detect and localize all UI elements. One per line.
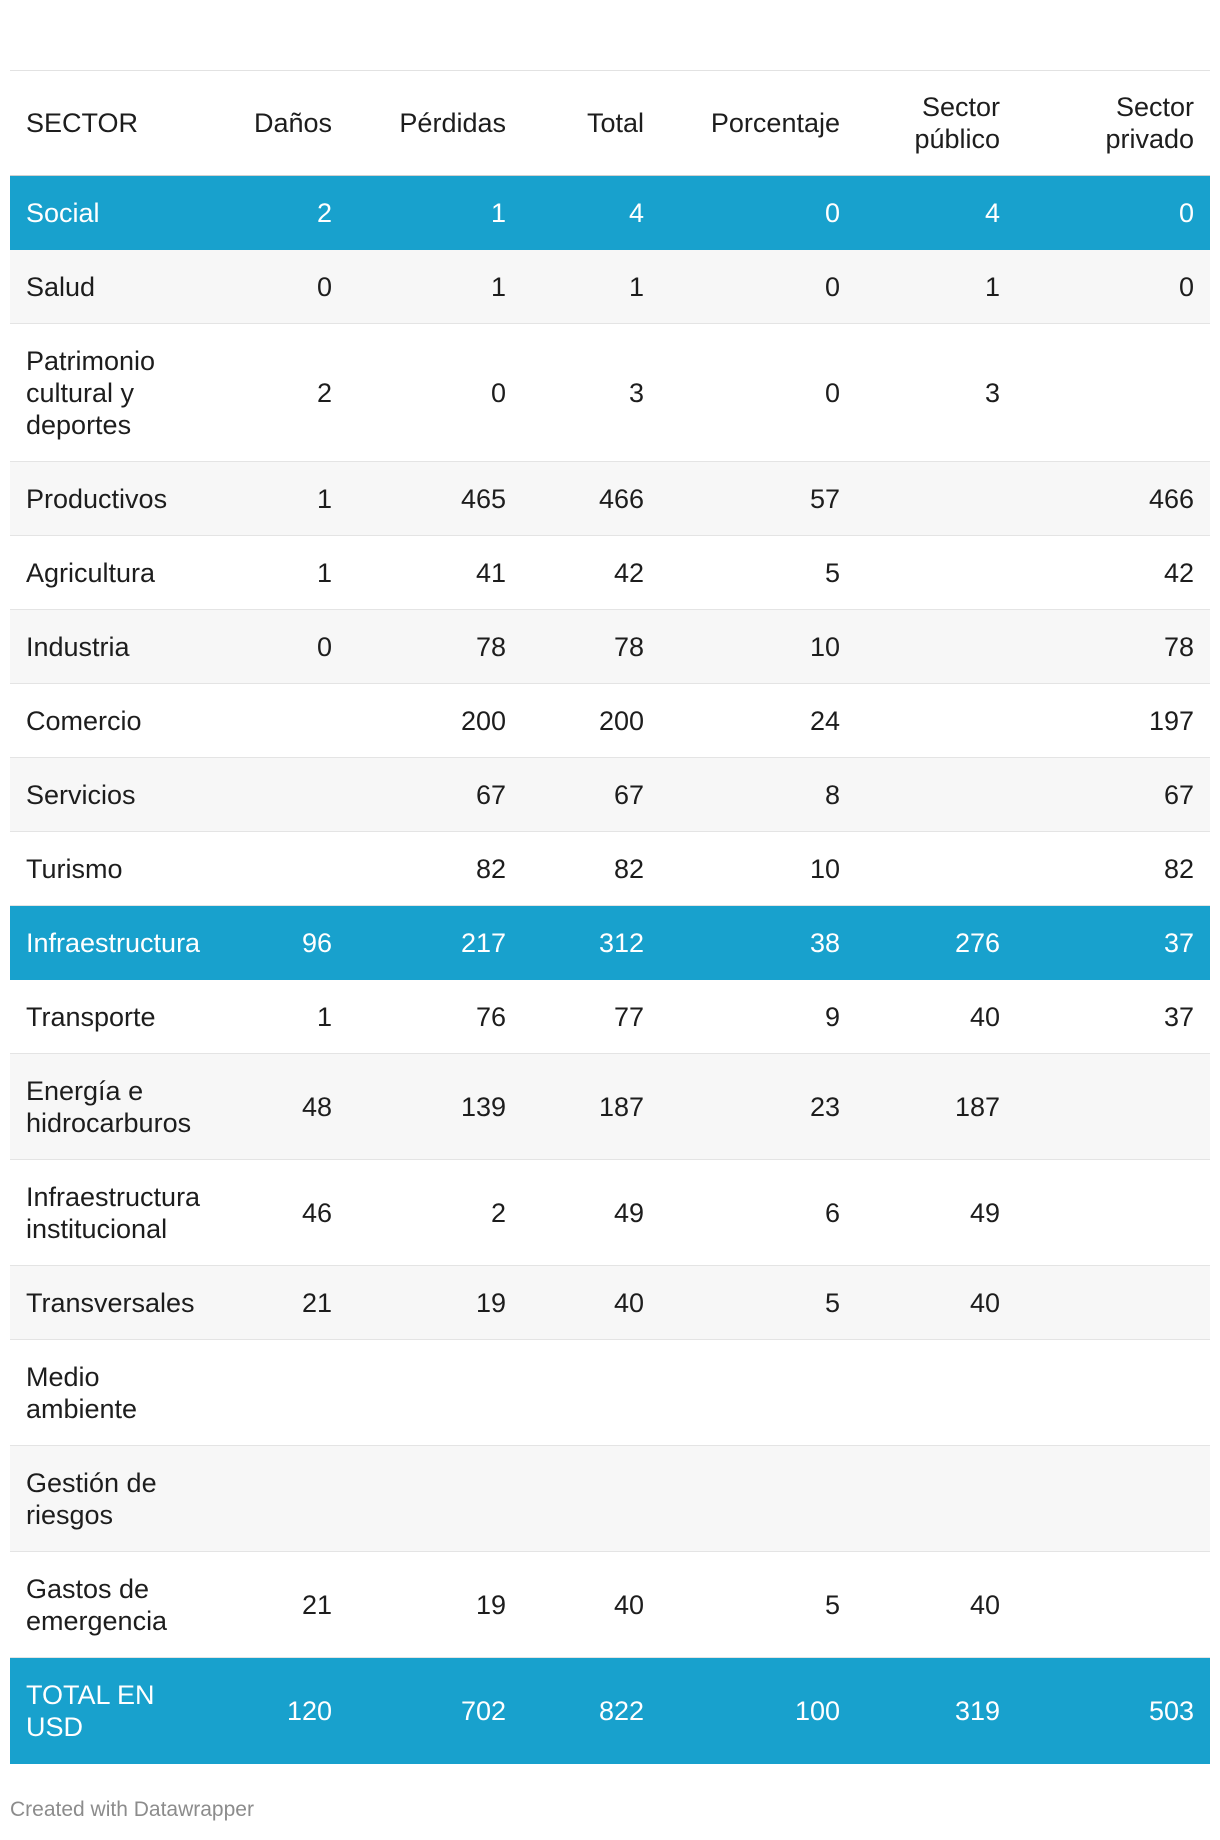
table-cell: 37 — [1016, 980, 1210, 1054]
table-cell: 1 — [210, 980, 348, 1054]
table-cell: 19 — [348, 1266, 522, 1340]
table-row — [10, 1340, 1210, 1446]
table-cell: 0 — [348, 324, 522, 462]
table-body — [10, 176, 1210, 1764]
table-cell: 0 — [660, 324, 856, 462]
table-cell: 82 — [1016, 832, 1210, 906]
table-cell — [348, 1340, 522, 1446]
table-cell: 0 — [210, 610, 348, 684]
table-cell: 9 — [660, 980, 856, 1054]
column-header-sector-privado[interactable]: Sector privado — [1016, 71, 1210, 176]
table-row — [10, 1160, 1210, 1266]
table-cell: 319 — [856, 1658, 1016, 1764]
row-label-cell: Productivos — [10, 462, 210, 536]
table-cell: 312 — [522, 906, 660, 980]
table-cell: 0 — [1016, 250, 1210, 324]
table-cell: 187 — [856, 1054, 1016, 1160]
table-row — [10, 980, 1210, 1054]
table-cell — [210, 684, 348, 758]
table-cell: 466 — [522, 462, 660, 536]
row-label-cell: Gastos de emergencia — [10, 1552, 210, 1658]
table-cell: 10 — [660, 610, 856, 684]
table-cell: 1 — [348, 250, 522, 324]
row-label-cell: Agricultura — [10, 536, 210, 610]
table-row — [10, 1266, 1210, 1340]
table-row — [10, 462, 1210, 536]
table-cell — [856, 758, 1016, 832]
table-row — [10, 610, 1210, 684]
table-cell — [660, 1446, 856, 1552]
table-cell: 21 — [210, 1552, 348, 1658]
table-cell: 37 — [1016, 906, 1210, 980]
table-cell: 503 — [1016, 1658, 1210, 1764]
table-cell: 1 — [348, 176, 522, 250]
table-cell: 822 — [522, 1658, 660, 1764]
table-cell — [660, 1340, 856, 1446]
table-cell: 4 — [856, 176, 1016, 250]
table-row — [10, 250, 1210, 324]
table-cell: 78 — [1016, 610, 1210, 684]
table-cell: 42 — [522, 536, 660, 610]
table-cell: 23 — [660, 1054, 856, 1160]
column-header-perdidas[interactable]: Pérdidas — [348, 71, 522, 176]
row-label-cell: Turismo — [10, 832, 210, 906]
table-cell: 100 — [660, 1658, 856, 1764]
table-cell: 217 — [348, 906, 522, 980]
table-cell: 1 — [856, 250, 1016, 324]
row-label-cell: Infraestructura — [10, 906, 210, 980]
table-cell: 21 — [210, 1266, 348, 1340]
row-label-cell: Gestión de riesgos — [10, 1446, 210, 1552]
row-label-cell: Infraestructura institucional — [10, 1160, 210, 1266]
table-cell: 77 — [522, 980, 660, 1054]
table-cell: 200 — [522, 684, 660, 758]
row-label-cell: Patrimonio cultural y deportes — [10, 324, 210, 462]
table-cell — [348, 1446, 522, 1552]
table-cell: 2 — [210, 176, 348, 250]
table-cell — [856, 462, 1016, 536]
column-header-danos[interactable]: Daños — [210, 71, 348, 176]
table-cell: 0 — [660, 176, 856, 250]
row-label-cell: Transporte — [10, 980, 210, 1054]
table-cell: 82 — [522, 832, 660, 906]
table-cell: 48 — [210, 1054, 348, 1160]
table-cell — [210, 758, 348, 832]
table-cell: 200 — [348, 684, 522, 758]
table-cell: 67 — [1016, 758, 1210, 832]
table-cell: 8 — [660, 758, 856, 832]
table-cell: 139 — [348, 1054, 522, 1160]
table-cell — [856, 684, 1016, 758]
table-cell: 197 — [1016, 684, 1210, 758]
table-cell: 1 — [522, 250, 660, 324]
data-table — [10, 70, 1210, 1764]
footer-credit: Created with Datawrapper — [10, 1798, 254, 1821]
table-cell: 3 — [856, 324, 1016, 462]
row-label-cell: Comercio — [10, 684, 210, 758]
table-cell: 67 — [522, 758, 660, 832]
table-cell: 49 — [856, 1160, 1016, 1266]
table-cell: 4 — [522, 176, 660, 250]
table-cell: 41 — [348, 536, 522, 610]
table-cell: 40 — [856, 1552, 1016, 1658]
table-cell — [522, 1446, 660, 1552]
table-cell — [1016, 1266, 1210, 1340]
column-header-sector-publico[interactable]: Sector público — [856, 71, 1016, 176]
table-cell: 19 — [348, 1552, 522, 1658]
table-cell — [856, 1340, 1016, 1446]
table-row — [10, 684, 1210, 758]
table-cell — [1016, 1552, 1210, 1658]
row-label-cell: Social — [10, 176, 210, 250]
table-cell — [856, 536, 1016, 610]
row-label-cell: Medio ambiente — [10, 1340, 210, 1446]
table-cell: 187 — [522, 1054, 660, 1160]
table-cell: 78 — [522, 610, 660, 684]
table-row — [10, 176, 1210, 250]
table-row — [10, 906, 1210, 980]
table-row — [10, 1054, 1210, 1160]
table-cell: 1 — [210, 536, 348, 610]
table-cell: 46 — [210, 1160, 348, 1266]
table-cell: 120 — [210, 1658, 348, 1764]
table-row — [10, 1446, 1210, 1552]
table-cell: 0 — [210, 250, 348, 324]
table-row — [10, 1658, 1210, 1764]
table-row — [10, 832, 1210, 906]
table-cell: 5 — [660, 1552, 856, 1658]
table-cell: 78 — [348, 610, 522, 684]
table-cell — [1016, 1054, 1210, 1160]
table-cell: 2 — [348, 1160, 522, 1266]
table-cell — [1016, 324, 1210, 462]
table-cell: 38 — [660, 906, 856, 980]
column-header-porcentaje[interactable]: Porcentaje — [660, 71, 856, 176]
table-cell: 40 — [522, 1266, 660, 1340]
table-cell: 10 — [660, 832, 856, 906]
table-cell: 5 — [660, 536, 856, 610]
table-cell: 76 — [348, 980, 522, 1054]
table-cell: 3 — [522, 324, 660, 462]
table-cell: 40 — [522, 1552, 660, 1658]
table-cell: 276 — [856, 906, 1016, 980]
table-cell — [210, 832, 348, 906]
table-cell: 42 — [1016, 536, 1210, 610]
table-cell: 49 — [522, 1160, 660, 1266]
table-header-row — [10, 71, 1210, 176]
table-cell: 466 — [1016, 462, 1210, 536]
table-cell — [1016, 1446, 1210, 1552]
table-cell: 5 — [660, 1266, 856, 1340]
table-cell: 6 — [660, 1160, 856, 1266]
column-header-total[interactable]: Total — [522, 71, 660, 176]
table-cell — [1016, 1160, 1210, 1266]
table-row — [10, 536, 1210, 610]
column-header-sector[interactable]: SECTOR — [10, 71, 210, 176]
table-cell: 57 — [660, 462, 856, 536]
table-cell — [856, 610, 1016, 684]
table-cell — [522, 1340, 660, 1446]
row-label-cell: Industria — [10, 610, 210, 684]
table-cell: 1 — [210, 462, 348, 536]
row-label-cell: Transversales — [10, 1266, 210, 1340]
table-cell: 0 — [660, 250, 856, 324]
table-cell: 2 — [210, 324, 348, 462]
table-cell: 96 — [210, 906, 348, 980]
table-cell: 702 — [348, 1658, 522, 1764]
table-cell — [210, 1446, 348, 1552]
row-label-cell: Servicios — [10, 758, 210, 832]
table-row — [10, 324, 1210, 462]
row-label-cell: Energía e hidrocarburos — [10, 1054, 210, 1160]
table-row — [10, 1552, 1210, 1658]
table-cell: 465 — [348, 462, 522, 536]
table-wrapper — [10, 70, 1210, 1764]
row-label-cell: TOTAL EN USD — [10, 1658, 210, 1764]
table-cell — [1016, 1340, 1210, 1446]
table-cell: 67 — [348, 758, 522, 832]
table-cell — [856, 1446, 1016, 1552]
table-cell: 82 — [348, 832, 522, 906]
table-cell: 24 — [660, 684, 856, 758]
table-cell — [210, 1340, 348, 1446]
table-cell — [856, 832, 1016, 906]
row-label-cell: Salud — [10, 250, 210, 324]
table-cell: 40 — [856, 980, 1016, 1054]
table-cell: 0 — [1016, 176, 1210, 250]
table-row — [10, 758, 1210, 832]
table-cell: 40 — [856, 1266, 1016, 1340]
